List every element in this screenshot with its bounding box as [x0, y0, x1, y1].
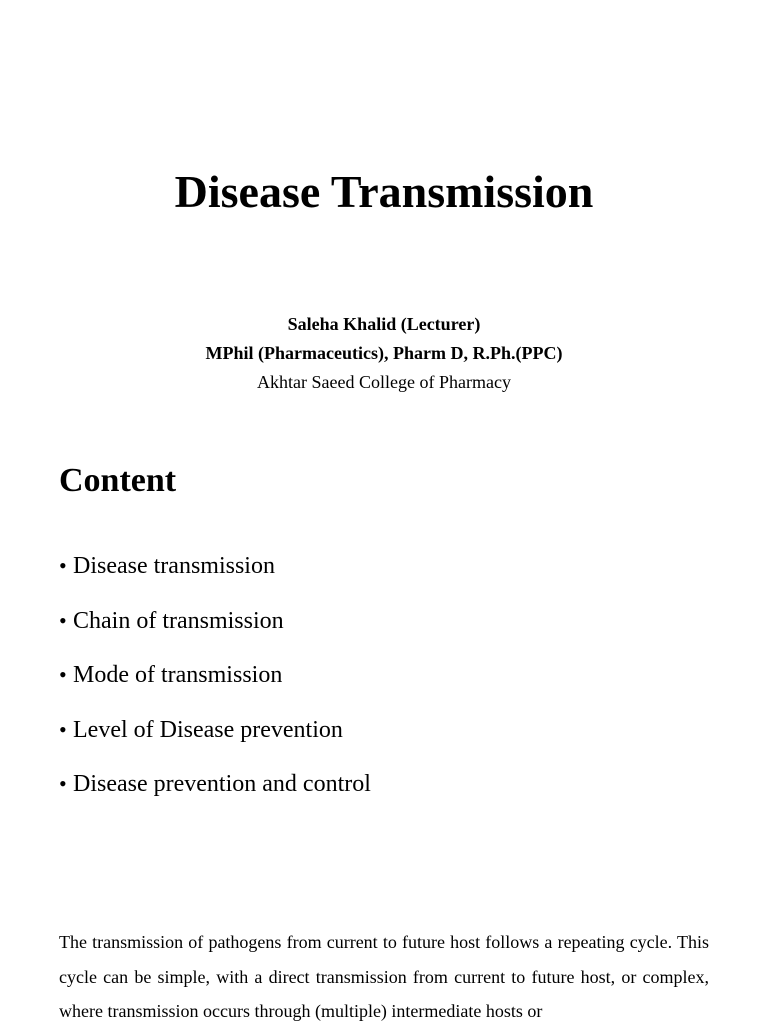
list-item-label: Mode of transmission — [73, 662, 283, 688]
list-item — [59, 766, 371, 821]
list-item-label: Disease transmission — [73, 553, 275, 579]
author-credentials: MPhil (Pharmaceutics), Pharm D, R.Ph.(PPC) — [205, 343, 563, 363]
list-item — [59, 548, 371, 603]
content-heading: Content — [59, 462, 177, 499]
list-item-label: Level of Disease prevention — [73, 716, 343, 743]
bullet-icon: • — [59, 716, 67, 742]
list-item — [59, 712, 371, 767]
author-block — [0, 310, 768, 397]
list-item-label: Chain of transmission — [73, 607, 284, 634]
list-item — [59, 657, 371, 712]
list-item-label: Disease prevention and control — [73, 771, 371, 797]
bullet-icon: • — [59, 553, 67, 578]
bullet-icon: • — [59, 662, 67, 687]
content-list — [59, 548, 371, 821]
bullet-icon: • — [59, 771, 67, 796]
intro-paragraph: The transmission of pathogens from current to future host follows a repeating cycle. This cycle can be simple, with a direct transmission from current to future host, or complex, where transmission occurs through (multiple) intermediate hosts or — [59, 932, 709, 1021]
list-item — [59, 603, 371, 658]
bullet-icon: • — [59, 607, 67, 633]
author-name: Saleha Khalid (Lecturer) — [287, 314, 481, 334]
author-institution: Akhtar Saeed College of Pharmacy — [257, 372, 511, 392]
page-title: Disease Transmission — [174, 166, 594, 217]
